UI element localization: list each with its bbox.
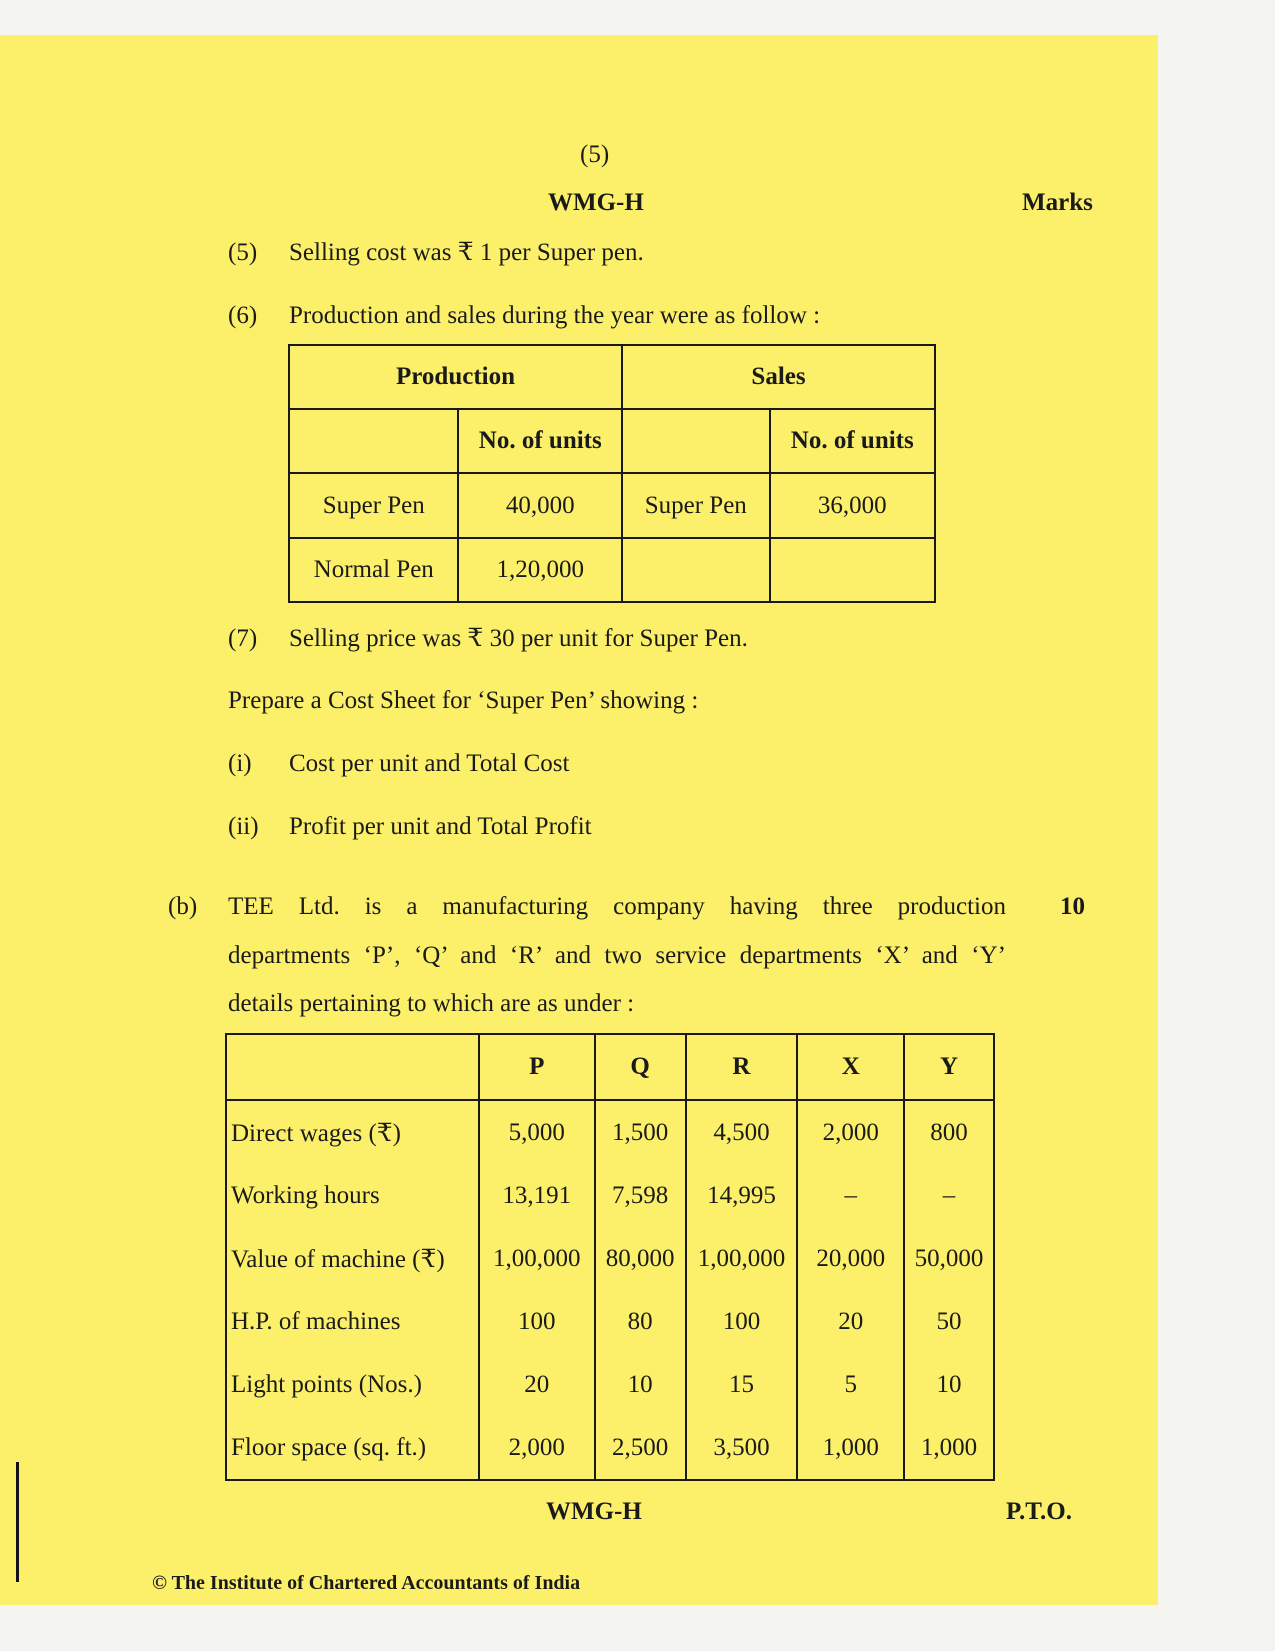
- table-cell: 5,000: [479, 1100, 595, 1164]
- table-row: [226, 1353, 994, 1416]
- row-label: Floor space (sq. ft.): [231, 1433, 427, 1461]
- table-row: [226, 1227, 994, 1290]
- page-number: (5): [580, 141, 610, 168]
- table-cell: 80,000: [595, 1227, 686, 1290]
- marks-column-header: Marks: [1022, 189, 1093, 216]
- table-cell: 1,00,000: [479, 1227, 595, 1290]
- table-cell: 50: [904, 1290, 994, 1353]
- table-row: [289, 473, 935, 538]
- item-number: (5): [228, 239, 258, 266]
- table-cell: –: [797, 1164, 904, 1227]
- production-units: 40,000: [458, 473, 622, 538]
- paper-code-header: WMG-H: [548, 189, 644, 216]
- part-b-label: (b): [168, 893, 198, 920]
- scan-edge-mark: [16, 1462, 19, 1582]
- table-cell: 20,000: [797, 1227, 904, 1290]
- instruction-text: Prepare a Cost Sheet for ‘Super Pen’ showing :: [228, 687, 699, 714]
- table-cell: 1,500: [595, 1100, 686, 1164]
- production-units: 1,20,000: [458, 538, 622, 602]
- column-header: X: [797, 1034, 904, 1100]
- column-header: P: [479, 1034, 595, 1100]
- table-cell: –: [904, 1164, 994, 1227]
- sales-units-header: No. of units: [770, 409, 935, 473]
- department-details-table: [225, 1033, 995, 1481]
- table-cell: 80: [595, 1290, 686, 1353]
- table-cell: 100: [479, 1290, 595, 1353]
- row-label: Light points (Nos.): [231, 1370, 422, 1398]
- part-b-line-3: details pertaining to which are as under :: [228, 990, 635, 1017]
- sales-units: 36,000: [770, 473, 935, 538]
- row-label: Value of machine (₹): [231, 1245, 445, 1273]
- row-label: H.P. of machines: [231, 1307, 401, 1335]
- copyright-notice: © The Institute of Chartered Accountants of India: [152, 1572, 581, 1594]
- table-cell: 2,000: [797, 1100, 904, 1164]
- table-cell: 7,598: [595, 1164, 686, 1227]
- sales-header: Sales: [622, 345, 935, 409]
- please-turn-over: P.T.O.: [1006, 1498, 1072, 1525]
- row-label: Direct wages (₹): [231, 1119, 401, 1147]
- item-number: (6): [228, 302, 258, 329]
- item-number: (7): [228, 625, 258, 652]
- production-sales-table: [288, 344, 936, 603]
- table-row: [289, 538, 935, 602]
- table-row: [226, 1416, 994, 1480]
- empty-cell: [622, 409, 769, 473]
- table-cell: 10: [595, 1353, 686, 1416]
- column-header: R: [686, 1034, 798, 1100]
- table-cell: 20: [797, 1290, 904, 1353]
- production-item: Normal Pen: [289, 538, 458, 602]
- table-cell: 10: [904, 1353, 994, 1416]
- sales-item: Super Pen: [622, 473, 769, 538]
- table-cell: 13,191: [479, 1164, 595, 1227]
- table-cell: 15: [686, 1353, 798, 1416]
- requirement-number: (ii): [228, 813, 259, 840]
- column-header: Y: [904, 1034, 994, 1100]
- table-cell: 5: [797, 1353, 904, 1416]
- requirement-text: Cost per unit and Total Cost: [289, 750, 570, 777]
- table-cell: 1,00,000: [686, 1227, 798, 1290]
- part-b-line-1: TEE Ltd. is a manufacturing company having three production: [228, 893, 1006, 920]
- table-cell: 14,995: [686, 1164, 798, 1227]
- table-cell: 1,000: [904, 1416, 994, 1480]
- production-item: Super Pen: [289, 473, 458, 538]
- sales-units: [770, 538, 935, 602]
- production-units-header: No. of units: [458, 409, 622, 473]
- column-header: Q: [595, 1034, 686, 1100]
- table-cell: 3,500: [686, 1416, 798, 1480]
- part-b-marks: 10: [1060, 893, 1085, 920]
- production-header: Production: [289, 345, 622, 409]
- row-label: Working hours: [231, 1181, 380, 1209]
- requirement-text: Profit per unit and Total Profit: [289, 813, 592, 840]
- table-cell: 20: [479, 1353, 595, 1416]
- requirement-number: (i): [228, 750, 252, 777]
- table-row: [226, 1100, 994, 1164]
- empty-cell: [289, 409, 458, 473]
- sales-item: [622, 538, 769, 602]
- table-row: [226, 1164, 994, 1227]
- item-text: Production and sales during the year were as follow :: [289, 302, 821, 329]
- item-text: Selling price was ₹ 30 per unit for Super Pen.: [289, 625, 748, 652]
- table-cell: 2,500: [595, 1416, 686, 1480]
- table-cell: 1,000: [797, 1416, 904, 1480]
- table-cell: 800: [904, 1100, 994, 1164]
- table-cell: 4,500: [686, 1100, 798, 1164]
- part-b-line-2: departments ‘P’, ‘Q’ and ‘R’ and two service departments ‘X’ and ‘Y’: [228, 942, 1006, 969]
- table-cell: 50,000: [904, 1227, 994, 1290]
- item-text: Selling cost was ₹ 1 per Super pen.: [289, 239, 644, 266]
- paper-code-footer: WMG-H: [546, 1498, 642, 1525]
- empty-header-cell: [226, 1034, 479, 1100]
- table-row: [226, 1290, 994, 1353]
- table-cell: 2,000: [479, 1416, 595, 1480]
- table-cell: 100: [686, 1290, 798, 1353]
